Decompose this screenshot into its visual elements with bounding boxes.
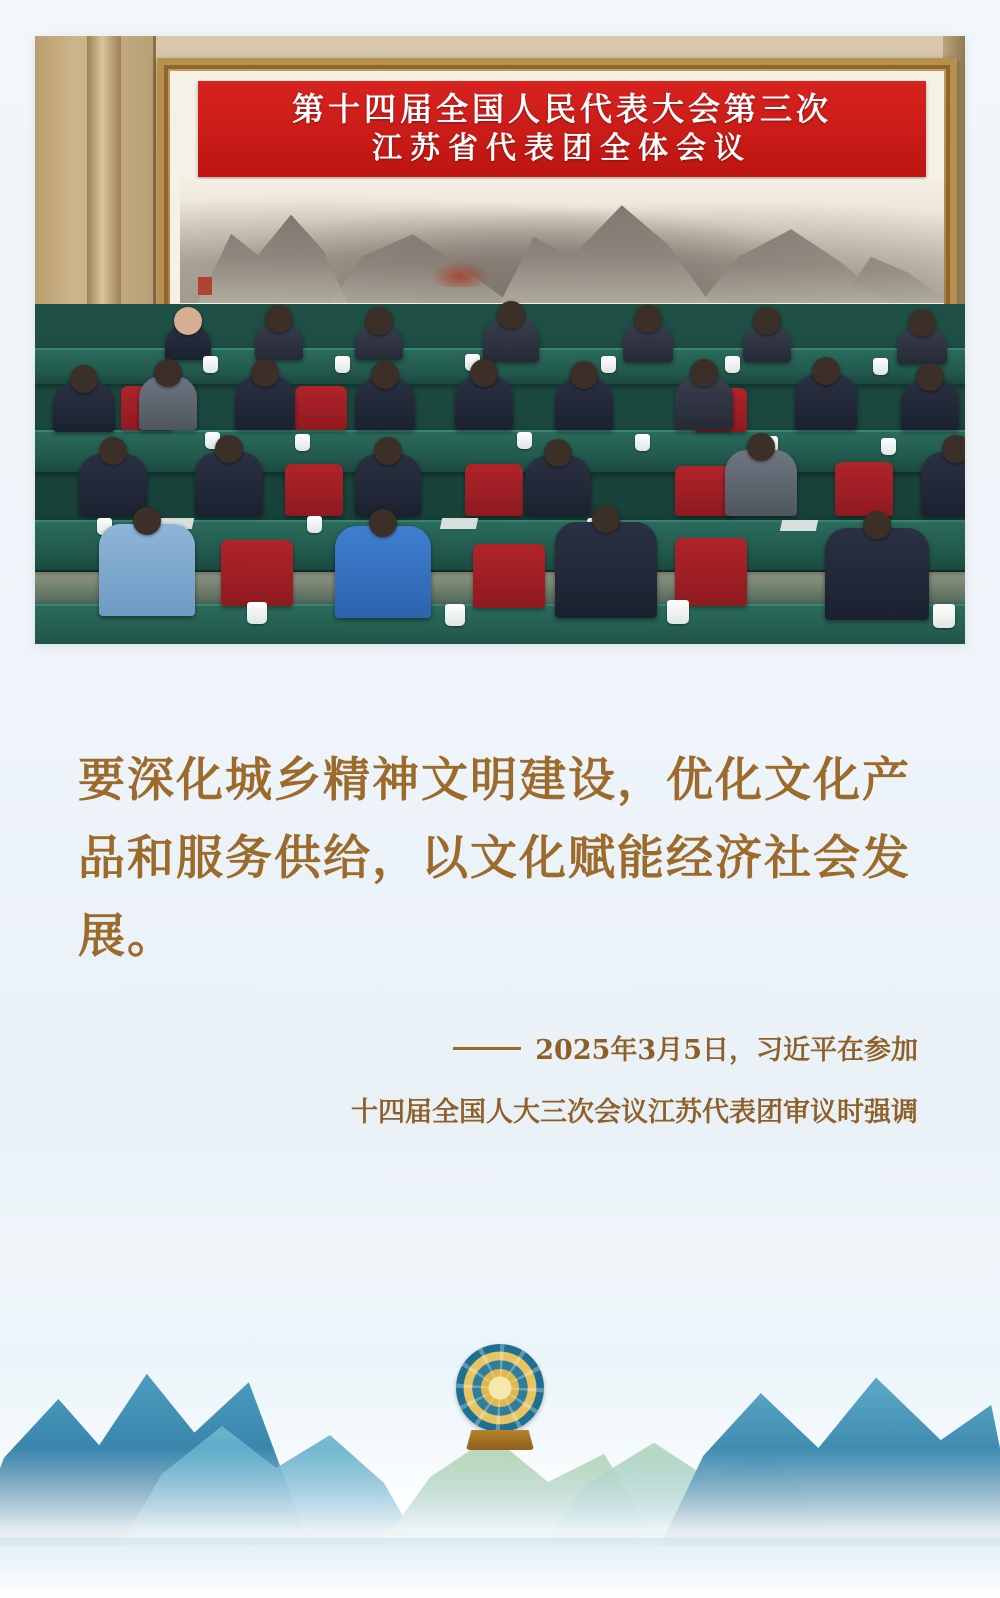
painting-peak xyxy=(500,199,710,303)
seated-person xyxy=(743,324,791,362)
red-chair xyxy=(295,386,347,430)
seated-person xyxy=(355,378,415,430)
painting-peak xyxy=(840,237,944,303)
red-chair xyxy=(675,538,747,606)
document-paper xyxy=(780,520,818,531)
document-paper xyxy=(440,518,478,529)
meeting-room xyxy=(35,304,965,644)
attribution-line-1: 2025年3月5日，习近平在参加 xyxy=(535,1035,918,1066)
photo-content xyxy=(35,36,965,644)
painting-peak xyxy=(198,207,348,303)
seated-person xyxy=(139,376,197,430)
seated-person xyxy=(675,376,733,430)
ink-landscape-painting xyxy=(180,179,944,303)
seated-person xyxy=(255,322,303,360)
seated-person xyxy=(165,324,211,360)
painting-inner xyxy=(170,71,944,307)
banner-title-line-1: 第十四届全国人民代表大会第三次 xyxy=(291,91,832,127)
tea-cup xyxy=(933,604,955,628)
attribution-line-2: 十四届全国人大三次会议江苏代表团审议时强调 xyxy=(351,1097,918,1128)
tea-cup xyxy=(295,434,310,451)
tea-cup xyxy=(247,602,267,624)
red-chair xyxy=(473,544,545,608)
painting-frame xyxy=(157,58,957,320)
seated-person xyxy=(525,456,591,516)
seated-person xyxy=(355,454,421,516)
seated-person xyxy=(921,452,965,516)
tea-cup xyxy=(667,600,689,624)
seated-person xyxy=(53,382,115,432)
tea-cup xyxy=(601,356,616,373)
red-chair xyxy=(835,462,893,516)
seated-person xyxy=(901,380,959,430)
seated-person xyxy=(335,526,431,618)
red-chair xyxy=(285,464,343,516)
seated-person-center xyxy=(483,318,539,362)
tea-cup xyxy=(873,358,888,375)
red-chair xyxy=(465,464,523,516)
meeting-photograph xyxy=(35,36,965,644)
water-reflection xyxy=(0,1538,1000,1598)
seated-person xyxy=(897,326,947,364)
cloisonne-medallion xyxy=(452,1344,548,1450)
quote-text: 要深化城乡精神文明建设，优化文化产品和服务供给，以文化赋能经济社会发展。 xyxy=(78,753,911,964)
tea-cup xyxy=(203,356,218,373)
seated-person xyxy=(355,324,403,360)
medallion-petals xyxy=(456,1344,544,1432)
tea-cup xyxy=(881,438,896,455)
seated-person xyxy=(795,374,857,430)
red-chair xyxy=(221,540,293,606)
medallion-stand xyxy=(466,1430,534,1450)
seated-person xyxy=(555,522,657,618)
seated-person xyxy=(235,376,295,430)
seated-person xyxy=(79,454,147,516)
seated-person xyxy=(623,322,673,362)
tea-cup xyxy=(725,356,740,373)
seated-person xyxy=(725,450,797,516)
conference-banner xyxy=(198,81,926,177)
painting-seal xyxy=(198,277,212,295)
seated-person xyxy=(455,376,513,430)
tea-cup xyxy=(307,516,322,533)
attribution-dash xyxy=(453,1047,521,1050)
seated-person xyxy=(825,528,929,620)
banner-title-line-2: 江苏省代表团全体会议 xyxy=(372,132,752,165)
seated-person xyxy=(555,378,613,430)
wall-pillar xyxy=(87,36,121,308)
tea-cup xyxy=(335,356,350,373)
seated-person xyxy=(195,452,263,516)
tea-cup xyxy=(517,432,532,449)
tea-cup xyxy=(445,604,465,626)
ink-mountain-illustration xyxy=(0,1258,1000,1598)
seated-person xyxy=(99,524,195,616)
attribution xyxy=(78,1020,918,1144)
tea-cup xyxy=(635,434,650,451)
painting-red-accent xyxy=(430,261,490,287)
